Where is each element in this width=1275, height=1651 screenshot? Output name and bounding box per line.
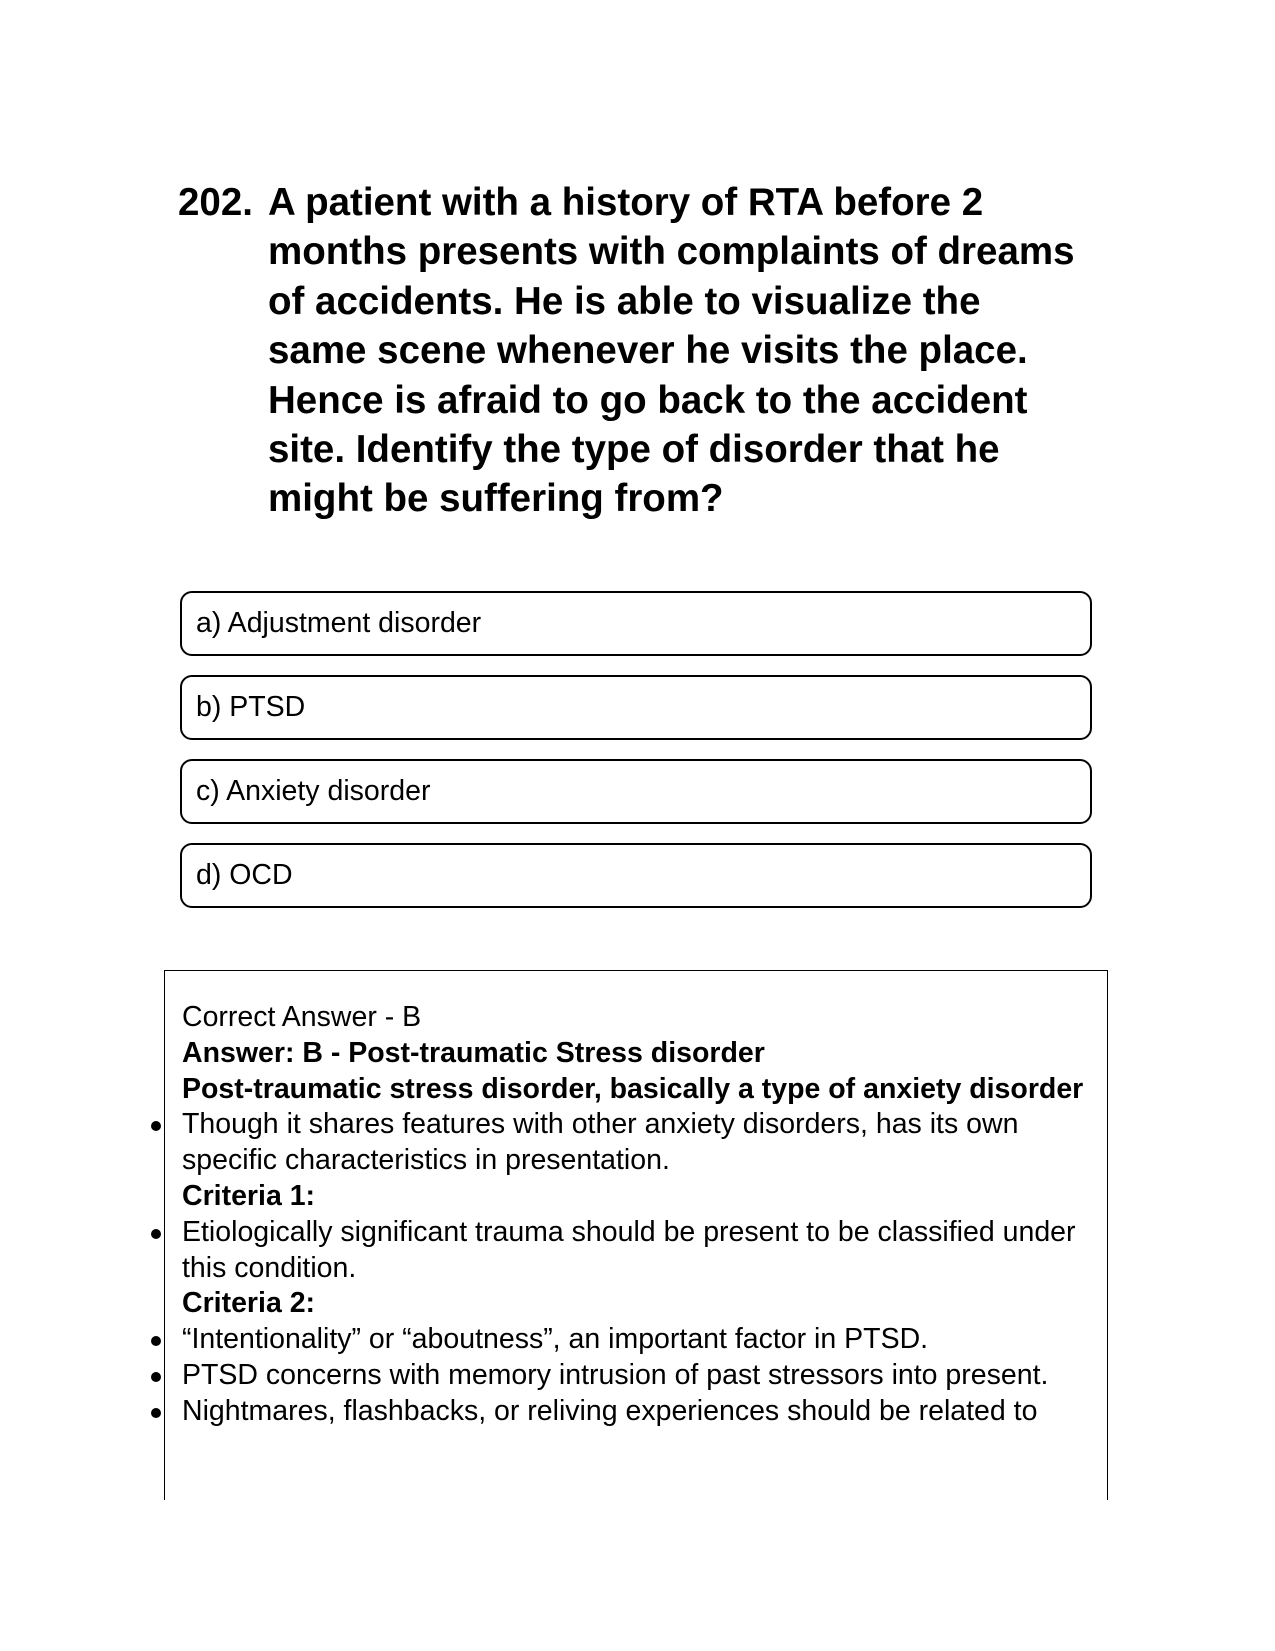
question — [178, 178, 1078, 524]
bullet-text: PTSD concerns with memory intrusion of past stressors into present. — [182, 1358, 1049, 1391]
criteria-1-label: Criteria 1: — [182, 1179, 316, 1212]
option-c[interactable]: c) Anxiety disorder — [180, 759, 1092, 824]
bullet-dot-icon — [151, 1408, 161, 1418]
answer-heading: Answer: B - Post-traumatic Stress disorder — [182, 1036, 765, 1069]
correct-answer: Correct Answer - B — [182, 1001, 422, 1033]
answer-subheading: Post-traumatic stress disorder, basically a type of anxiety disorder — [182, 1072, 1084, 1105]
criteria-2-label: Criteria 2: — [182, 1287, 316, 1320]
bullet-text: Though it shares features with other anxiety disorders, has its own specific characteristics in presentation. — [182, 1108, 1019, 1177]
bullet-item — [182, 1394, 1092, 1430]
answer-content — [182, 1000, 1092, 1430]
bullet-text: “Intentionality” or “aboutness”, an important factor in PTSD. — [182, 1323, 929, 1356]
bullet-dot-icon — [151, 1372, 161, 1382]
bullet-dot-icon — [151, 1121, 161, 1131]
option-b[interactable]: b) PTSD — [180, 675, 1092, 740]
bullet-item — [182, 1107, 1092, 1179]
option-d[interactable]: d) OCD — [180, 843, 1092, 908]
bullet-dot-icon — [151, 1229, 161, 1239]
bullet-dot-icon — [151, 1336, 161, 1346]
bullet-item — [182, 1358, 1092, 1394]
bullet-item — [182, 1322, 1092, 1358]
option-a[interactable]: a) Adjustment disorder — [180, 591, 1092, 656]
bullet-item — [182, 1215, 1092, 1287]
bullet-text: Nightmares, flashbacks, or reliving experiences should be related to — [182, 1394, 1038, 1427]
bullet-text: Etiologically significant trauma should be present to be classified under this condition. — [182, 1215, 1076, 1284]
question-number: 202. — [178, 181, 253, 224]
question-text: A patient with a history of RTA before 2 months presents with complaints of dreams of accidents. He is able to visualize the same scene whenever he visits the place. Hence is afraid to go back to the accident site. Identify the type of disorder that he might be suffering from? — [268, 181, 1075, 521]
